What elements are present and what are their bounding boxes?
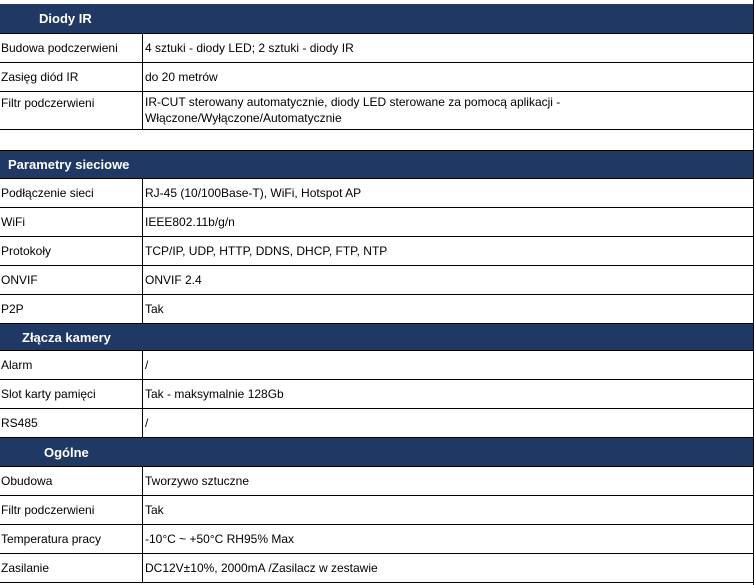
row-label: RS485 [0, 409, 143, 437]
row-label: ONVIF [0, 266, 143, 294]
table-row [0, 92, 754, 130]
row-value: IEEE802.11b/g/n [145, 215, 235, 229]
row-value: Tworzywo sztuczne [145, 474, 250, 488]
table-row [0, 496, 754, 525]
row-value: Tak [145, 503, 164, 517]
row-value: -10°C ~ +50°C RH95% Max [145, 532, 294, 546]
section-header-diody-ir [0, 4, 754, 34]
section-header-zlacza-kamery [0, 324, 754, 351]
row-value-text: IR-CUT sterowany automatycznie, diody LED sterowane za pomocą aplikacji - Włączone/Wyłączone/Automatycznie [145, 95, 561, 125]
section-spacer [0, 130, 754, 151]
section-header-ogolne [0, 438, 754, 467]
table-row [0, 237, 754, 266]
table-row [0, 554, 754, 583]
section-header-parametry-sieciowe [0, 151, 754, 179]
table-row [0, 208, 754, 237]
table-row [0, 179, 754, 208]
table-row [0, 266, 754, 295]
table-row [0, 34, 754, 63]
table-row [0, 63, 754, 92]
row-value [143, 92, 754, 129]
row-label: Podłączenie sieci [0, 179, 143, 207]
row-label: Protokoły [0, 237, 143, 265]
table-row [0, 380, 754, 409]
section-title: Złącza kamery [22, 330, 111, 345]
row-label: WiFi [0, 208, 143, 236]
section-title: Parametry sieciowe [8, 157, 130, 172]
section-title: Ogólne [44, 445, 89, 460]
row-value: RJ-45 (10/100Base-T), WiFi, Hotspot AP [145, 186, 362, 200]
row-label: P2P [0, 295, 143, 323]
section-title: Diody IR [39, 11, 92, 26]
row-value: do 20 metrów [145, 70, 218, 84]
row-label: Budowa podczerwieni [0, 34, 143, 62]
table-row [0, 525, 754, 554]
row-label: Zasięg diód IR [0, 63, 143, 91]
row-value: 4 sztuki - diody LED; 2 sztuki - diody IR [145, 41, 354, 55]
row-label: Zasilanie [0, 554, 143, 582]
table-row [0, 467, 754, 496]
row-label: Filtr podczerwieni [0, 496, 143, 524]
row-label: Obudowa [0, 467, 143, 495]
row-value: DC12V±10%, 2000mA /Zasilacz w zestawie [145, 561, 378, 575]
row-value: / [145, 416, 149, 430]
row-value: Tak - maksymalnie 128Gb [145, 387, 284, 401]
row-label: Temperatura pracy [0, 525, 143, 553]
row-value: TCP/IP, UDP, HTTP, DDNS, DHCP, FTP, NTP [145, 244, 388, 258]
row-value: Tak [145, 302, 164, 316]
table-row [0, 295, 754, 324]
row-value: / [145, 358, 149, 372]
row-label: Slot karty pamięci [0, 380, 143, 408]
table-row [0, 409, 754, 438]
row-label: Alarm [0, 351, 143, 379]
row-label [0, 92, 143, 129]
table-row [0, 351, 754, 380]
row-value: ONVIF 2.4 [145, 273, 202, 287]
row-label-text: Filtr podczerwieni [1, 96, 95, 110]
